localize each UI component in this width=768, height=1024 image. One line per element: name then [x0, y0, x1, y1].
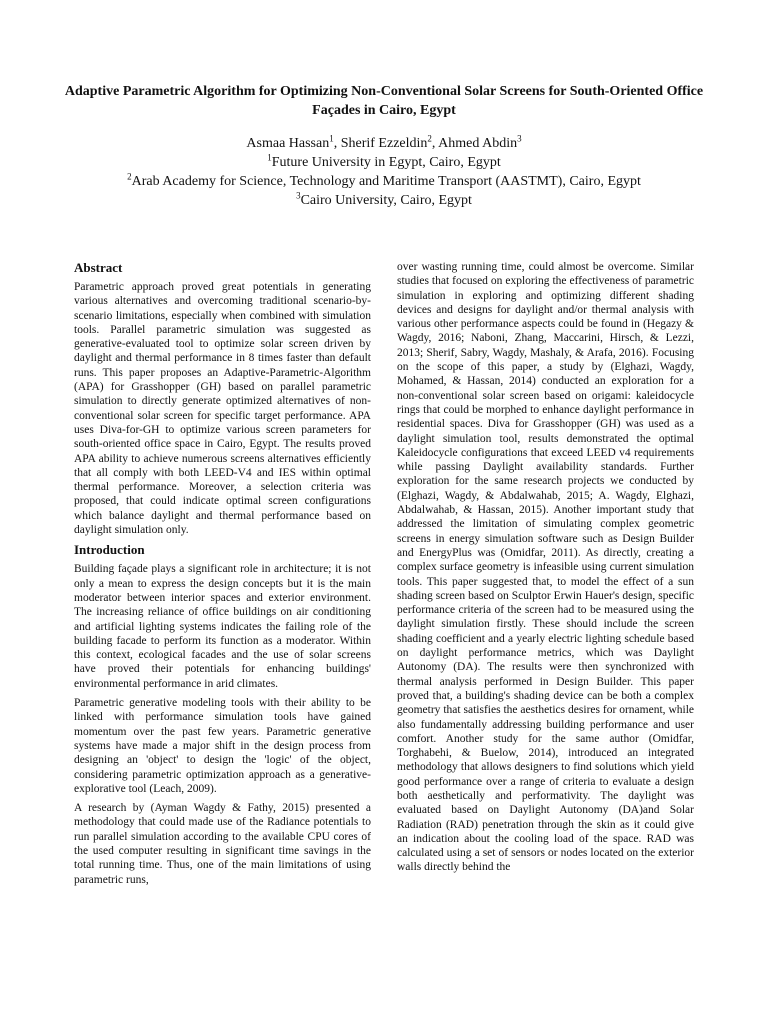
left-column — [74, 260, 371, 892]
body-paragraph: over wasting running time, could almost be overcome. Similar studies that focused on exploring the effectiveness of parametric simulation in exploring and optimizing different shading devices and designs for daylight and/or thermal analysis with various other performance aspects could be found in (Hegazy & Wagdy, 2016; Naboni, Zhang, Maccarini, Hirsch, & Lezzi, 2013; Sherif, Sabry, Wagdy, Mashaly, & Arafa, 2016). Focusing on the scope of this paper, a study by (Elghazi, Wagdy, Mohamed, & Hassan, 2014) conducted an exploration for a non-conventional solar screen based on origami: kaleidocycle rings that could be morphed to enhance daylight performance in residential spaces. Diva for Grasshopper (GH) was used as a daylight simulation tool, results demonstrated the optimal Kaleidocycle configurations that exceed LEED v4 requirements while passing Daylight availability standards. Further exploration for the same research projects we conducted by (Elghazi, Wagdy, & Abdalwahab, 2015; A. Wagdy, Elghazi, Abdalwahab, & Hassan, 2015). Another important study that addressed the limitation of simulating complex geometric screens in energy simulation software such as Design Builder and EnergyPlus was (Omidfar, 2011). As directly, creating a complex surface geometry is infeasible using current simulation tools. This paper suggested that, to model the effect of a sun shading screen based on Sculptor Erwin Hauer's design, specific performance criteria of the screen had to be measured using the daylight simulation firstly. These should include the screen shading coefficient and a yearly electric lighting schedule based on daylight performance metrics, which was Daylight Autonomy (DA). The results were then synchronized with thermal analysis performed in Design Builder. This paper proved that, a building's shading device can be both a complex geometry that satisfies the aesthetics desires for ornament, while also fundamentally addressing building performance and user comfort. Another study for the same author (Omidfar, Torghabehi, & Buelow, 2014), introduced an integrated methodology that allows designers to find solutions which yield good performance over a range of criteria to evaluate a design both aesthetically and performativity. The daylight was evaluated based on Daylight Autonomy (DA)and Solar Radiation (RAD) penetration through the skin as it could give an indication about the cooling load of the space. RAD was calculated using a set of sensors or nodes located on the exterior walls directly behind the — [397, 261, 694, 874]
author-name: Sherif Ezzeldin — [340, 136, 428, 151]
intro-paragraph: Building façade plays a significant role in architecture; it is not only a mean to express the design concepts but it is the main moderator between interior spaces and exterior environment. The increasing reliance of office buildings on air conditioning and artificial lighting systems indicates the failing role of the building facade to perform its function as a moderator. Within this context, ecological facades and the use of solar screens have proved their potentials for enhancing buildings' environmental performance in arid climates. — [74, 563, 371, 690]
affiliation-mark: 1 — [267, 152, 272, 163]
author-affiliation-mark: 1 — [329, 133, 334, 144]
introduction-heading: Introduction — [74, 542, 145, 558]
affiliation-text: Arab Academy for Science, Technology and Maritime Transport (AASTMT), Cairo, Egypt — [131, 174, 641, 189]
abstract-text: Parametric approach proved great potentials in generating various alternatives and overcoming traditional scenario-by-scenario limitations, especially when combined with simulation tools. Parallel parametric simulation was suggested as generative-evaluated tool to optimize solar screen driven by daylight and thermal performance in 8 times faster than default runs. This paper proposes an Adaptive-Parametric-Algorithm (APA) for Grasshopper (GH) based on parallel parametric simulation to directly generate optimized alternatives of non-conventional solar screen for specific target performance. APA uses Diva-for-GH to optimize various screen parameters for south-oriented office space in Cairo, Egypt. The results proved APA ability to achieve numerous screens alternatives efficiently that all comply with both LEED-V4 and IES within optimal thermal performance. Moreover, a selection criteria was proposed, that could indicate optimal screen configurations which balance daylight and thermal performance based on daylight simulation only. — [74, 281, 371, 537]
author-affiliation-mark: 3 — [517, 133, 522, 144]
affiliation-mark: 2 — [127, 171, 132, 182]
affiliation-line — [40, 191, 728, 210]
author-name: Ahmed Abdin — [438, 136, 518, 151]
affiliation-line — [40, 153, 728, 172]
affiliation-text: Future University in Egypt, Cairo, Egypt — [271, 155, 501, 170]
right-column — [397, 260, 694, 880]
affiliation-text: Cairo University, Cairo, Egypt — [300, 193, 472, 208]
intro-paragraph: A research by (Ayman Wagdy & Fathy, 2015) presented a methodology that could made use of the Radiance potentials to run parallel simulation according to the available CPU cores of the used computer resulting in significant time savings in the total running time. Thus, one of the main limitations of using parametric runs, — [74, 802, 371, 886]
author-block — [40, 134, 728, 210]
abstract-heading: Abstract — [74, 260, 123, 275]
affiliation-mark: 3 — [296, 190, 301, 201]
affiliation-line — [40, 172, 728, 191]
author-affiliation-mark: 2 — [427, 133, 432, 144]
author-name: Asmaa Hassan — [246, 136, 330, 151]
author-line: Asmaa Hassan$^1$, Sherif Ezzeldin$^2$, Ahmed Abdin$^3$ — [246, 133, 522, 151]
intro-paragraph: Parametric generative modeling tools with their ability to be linked with performance simulation tools have gained momentum over the past few years. Parametric generative systems have made a major shift in the design process from designing an 'object' to design the 'logic' of the object, considering parametric optimization approach as a generative-explorative tool (Leach, 2009). — [74, 697, 371, 795]
paper-title: Adaptive Parametric Algorithm for Optimizing Non-Conventional Solar Screens for South-Oriented Office Façades in Cairo, Egypt — [64, 84, 704, 118]
